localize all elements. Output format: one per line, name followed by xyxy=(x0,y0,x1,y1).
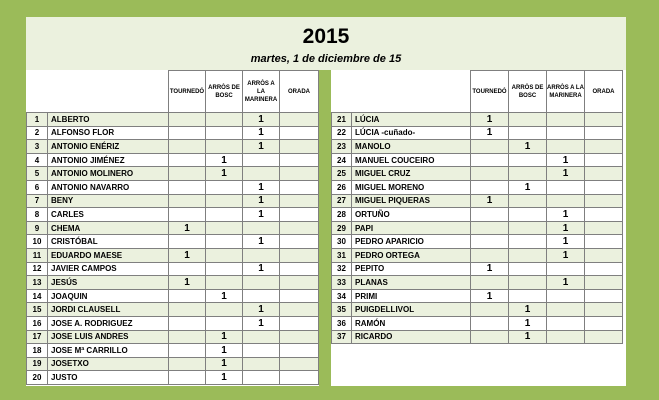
choice-cell xyxy=(509,126,547,140)
choice-cell: 1 xyxy=(243,140,280,154)
choice-cell: 1 xyxy=(243,208,280,222)
row-number: 9 xyxy=(27,221,48,235)
choice-cell xyxy=(585,194,623,208)
table-row xyxy=(332,262,623,276)
table-row xyxy=(332,167,623,181)
choice-cell xyxy=(585,140,623,154)
row-number: 20 xyxy=(27,371,48,385)
choice-cell xyxy=(169,140,206,154)
choice-cell xyxy=(169,180,206,194)
choice-cell xyxy=(471,316,509,330)
table-row xyxy=(27,357,319,371)
choice-cell xyxy=(243,248,280,262)
person-name: JAVIER CAMPOS xyxy=(48,262,169,276)
table-row xyxy=(27,371,319,385)
choice-cell xyxy=(206,235,243,249)
choice-cell xyxy=(243,371,280,385)
row-number: 35 xyxy=(332,303,352,317)
table-row xyxy=(27,180,319,194)
person-name: LÚCIA xyxy=(352,113,471,127)
table-row xyxy=(27,289,319,303)
choice-cell xyxy=(169,153,206,167)
choice-cell xyxy=(547,330,585,344)
row-number: 12 xyxy=(27,262,48,276)
choice-cell xyxy=(206,316,243,330)
row-number: 15 xyxy=(27,303,48,317)
choice-cell: 1 xyxy=(243,235,280,249)
table-row xyxy=(27,344,319,358)
blank-header-cell xyxy=(332,71,352,113)
choice-cell xyxy=(206,180,243,194)
choice-cell xyxy=(471,248,509,262)
choice-cell: 1 xyxy=(206,289,243,303)
person-name: JOSETXO xyxy=(48,357,169,371)
row-number: 23 xyxy=(332,140,352,154)
choice-cell xyxy=(471,303,509,317)
row-number: 2 xyxy=(27,126,48,140)
choice-cell xyxy=(169,167,206,181)
left-header-row xyxy=(27,71,319,113)
table-row xyxy=(332,194,623,208)
choice-cell xyxy=(243,153,280,167)
person-name: LÚCIA -cuñado- xyxy=(352,126,471,140)
row-number: 5 xyxy=(27,167,48,181)
choice-cell xyxy=(585,316,623,330)
table-row xyxy=(332,289,623,303)
choice-cell xyxy=(547,113,585,127)
row-number: 36 xyxy=(332,316,352,330)
choice-cell: 1 xyxy=(206,371,243,385)
row-number: 18 xyxy=(27,344,48,358)
person-name: ANTONIO JIMÉNEZ xyxy=(48,153,169,167)
choice-cell xyxy=(169,113,206,127)
person-name: RICARDO xyxy=(352,330,471,344)
table-row xyxy=(27,140,319,154)
person-name: ALBERTO xyxy=(48,113,169,127)
choice-cell xyxy=(280,140,319,154)
row-number: 21 xyxy=(332,113,352,127)
person-name: CHEMA xyxy=(48,221,169,235)
choice-cell xyxy=(206,248,243,262)
row-number: 26 xyxy=(332,180,352,194)
choice-cell: 1 xyxy=(243,194,280,208)
choice-cell xyxy=(169,330,206,344)
choice-cell xyxy=(471,140,509,154)
choice-cell xyxy=(585,248,623,262)
choice-cell xyxy=(206,126,243,140)
person-name: MANUEL COUCEIRO xyxy=(352,153,471,167)
right-table-panel xyxy=(331,70,626,386)
person-name: EDUARDO MAESE xyxy=(48,248,169,262)
row-number: 25 xyxy=(332,167,352,181)
table-row xyxy=(332,316,623,330)
person-name: ANTONIO MOLINERO xyxy=(48,167,169,181)
col-header-orada: ORADA xyxy=(585,71,623,113)
person-name: BENY xyxy=(48,194,169,208)
choice-cell: 1 xyxy=(547,221,585,235)
person-name: MIGUEL MORENO xyxy=(352,180,471,194)
choice-cell xyxy=(585,276,623,290)
choice-cell xyxy=(585,330,623,344)
row-number: 37 xyxy=(332,330,352,344)
left-table-panel xyxy=(26,70,319,386)
row-number: 6 xyxy=(27,180,48,194)
choice-cell xyxy=(509,248,547,262)
blank-header-cell xyxy=(27,71,48,113)
person-name: PUIGDELLIVOL xyxy=(352,303,471,317)
choice-cell: 1 xyxy=(471,289,509,303)
person-name: RAMÓN xyxy=(352,316,471,330)
table-row xyxy=(27,153,319,167)
choice-cell xyxy=(280,289,319,303)
row-number: 11 xyxy=(27,248,48,262)
table-row xyxy=(332,303,623,317)
choice-cell: 1 xyxy=(471,126,509,140)
choice-cell xyxy=(280,126,319,140)
row-number: 27 xyxy=(332,194,352,208)
choice-cell xyxy=(243,344,280,358)
person-name: MIGUEL CRUZ xyxy=(352,167,471,181)
row-number: 7 xyxy=(27,194,48,208)
col-header-tournedo: TOURNEDÓ xyxy=(169,71,206,113)
row-number: 17 xyxy=(27,330,48,344)
choice-cell: 1 xyxy=(243,303,280,317)
choice-cell xyxy=(243,167,280,181)
table-row xyxy=(27,113,319,127)
table-row xyxy=(332,221,623,235)
choice-cell xyxy=(280,262,319,276)
choice-cell xyxy=(471,235,509,249)
table-row xyxy=(27,330,319,344)
row-number: 30 xyxy=(332,235,352,249)
choice-cell xyxy=(471,276,509,290)
choice-cell xyxy=(547,194,585,208)
choice-cell: 1 xyxy=(547,235,585,249)
date-subtitle: martes, 1 de diciembre de 15 xyxy=(250,53,402,65)
row-number: 33 xyxy=(332,276,352,290)
choice-cell: 1 xyxy=(547,276,585,290)
row-number: 22 xyxy=(332,126,352,140)
person-name: PEDRO APARICIO xyxy=(352,235,471,249)
row-number: 14 xyxy=(27,289,48,303)
choice-cell xyxy=(509,113,547,127)
row-number: 1 xyxy=(27,113,48,127)
choice-cell xyxy=(280,113,319,127)
choice-cell: 1 xyxy=(509,140,547,154)
choice-cell xyxy=(206,276,243,290)
choice-cell: 1 xyxy=(547,248,585,262)
sheet-header xyxy=(26,17,626,70)
table-row xyxy=(27,262,319,276)
col-header-arros-marinera: ARRÒS A LA MARINERA xyxy=(243,71,280,113)
table-row xyxy=(27,303,319,317)
choice-cell xyxy=(585,167,623,181)
choice-cell xyxy=(280,344,319,358)
row-number: 28 xyxy=(332,208,352,222)
person-name: JUSTO xyxy=(48,371,169,385)
choice-cell xyxy=(280,248,319,262)
person-name: JORDI CLAUSELL xyxy=(48,303,169,317)
row-number: 13 xyxy=(27,276,48,290)
person-name: ANTONIO NAVARRO xyxy=(48,180,169,194)
choice-cell xyxy=(585,262,623,276)
choice-cell: 1 xyxy=(547,208,585,222)
col-header-arros-marinera: ARRÒS A LA MARINERA xyxy=(547,71,585,113)
choice-cell xyxy=(585,235,623,249)
choice-cell xyxy=(585,126,623,140)
table-row xyxy=(27,167,319,181)
choice-cell: 1 xyxy=(169,221,206,235)
col-header-arros-bosc: ARRÒS DE BOSC xyxy=(206,71,243,113)
table-row xyxy=(27,194,319,208)
choice-cell xyxy=(280,208,319,222)
table-row xyxy=(332,208,623,222)
choice-cell: 1 xyxy=(471,194,509,208)
year-title: 2015 xyxy=(302,25,350,48)
right-table-body xyxy=(332,113,623,344)
row-number: 10 xyxy=(27,235,48,249)
choice-cell: 1 xyxy=(509,303,547,317)
choice-cell xyxy=(206,221,243,235)
choice-cell xyxy=(169,262,206,276)
choice-cell: 1 xyxy=(243,126,280,140)
choice-cell xyxy=(169,344,206,358)
choice-cell xyxy=(280,167,319,181)
choice-cell xyxy=(471,221,509,235)
choice-cell xyxy=(585,221,623,235)
person-name: ANTONIO ENÉRIZ xyxy=(48,140,169,154)
row-number: 16 xyxy=(27,316,48,330)
choice-cell xyxy=(280,276,319,290)
table-row xyxy=(332,153,623,167)
table-row xyxy=(332,248,623,262)
choice-cell xyxy=(585,180,623,194)
person-name: PLANAS xyxy=(352,276,471,290)
person-name: ALFONSO FLOR xyxy=(48,126,169,140)
choice-cell xyxy=(206,113,243,127)
person-name: JOSE A. RODRIGUEZ xyxy=(48,316,169,330)
choice-cell xyxy=(169,289,206,303)
choice-cell xyxy=(547,303,585,317)
person-name: CRISTÓBAL xyxy=(48,235,169,249)
choice-cell xyxy=(280,303,319,317)
choice-cell: 1 xyxy=(206,357,243,371)
col-header-tournedo: TOURNEDÓ xyxy=(471,71,509,113)
choice-cell: 1 xyxy=(243,316,280,330)
col-header-arros-bosc: ARRÒS DE BOSC xyxy=(509,71,547,113)
row-number: 19 xyxy=(27,357,48,371)
choice-cell xyxy=(585,113,623,127)
choice-cell: 1 xyxy=(243,180,280,194)
choice-cell xyxy=(169,194,206,208)
person-name: PRIMI xyxy=(352,289,471,303)
choice-cell xyxy=(585,303,623,317)
choice-cell xyxy=(585,153,623,167)
choice-cell: 1 xyxy=(169,276,206,290)
choice-cell: 1 xyxy=(509,330,547,344)
choice-cell xyxy=(280,194,319,208)
table-row xyxy=(332,113,623,127)
right-table xyxy=(331,70,623,344)
choice-cell xyxy=(585,289,623,303)
choice-cell: 1 xyxy=(509,316,547,330)
choice-cell xyxy=(280,357,319,371)
choice-cell xyxy=(585,208,623,222)
choice-cell xyxy=(169,126,206,140)
choice-cell: 1 xyxy=(206,153,243,167)
person-name: CARLES xyxy=(48,208,169,222)
choice-cell xyxy=(547,126,585,140)
person-name: JOAQUIN xyxy=(48,289,169,303)
choice-cell xyxy=(547,180,585,194)
choice-cell: 1 xyxy=(509,180,547,194)
row-number: 3 xyxy=(27,140,48,154)
choice-cell xyxy=(509,194,547,208)
choice-cell: 1 xyxy=(206,167,243,181)
table-row xyxy=(27,235,319,249)
choice-cell xyxy=(169,316,206,330)
choice-cell: 1 xyxy=(547,153,585,167)
choice-cell xyxy=(509,235,547,249)
choice-cell xyxy=(280,221,319,235)
left-table xyxy=(26,70,319,385)
choice-cell xyxy=(471,208,509,222)
choice-cell xyxy=(547,316,585,330)
choice-cell xyxy=(169,357,206,371)
choice-cell: 1 xyxy=(471,113,509,127)
choice-cell: 1 xyxy=(206,344,243,358)
choice-cell xyxy=(169,371,206,385)
choice-cell xyxy=(509,167,547,181)
choice-cell xyxy=(206,303,243,317)
blank-header-cell xyxy=(48,71,169,113)
choice-cell xyxy=(243,357,280,371)
choice-cell xyxy=(280,153,319,167)
choice-cell: 1 xyxy=(169,248,206,262)
choice-cell xyxy=(243,289,280,303)
choice-cell xyxy=(509,153,547,167)
choice-cell xyxy=(206,194,243,208)
blank-header-cell xyxy=(352,71,471,113)
col-header-orada: ORADA xyxy=(280,71,319,113)
choice-cell xyxy=(547,289,585,303)
choice-cell xyxy=(280,180,319,194)
choice-cell xyxy=(509,221,547,235)
choice-cell: 1 xyxy=(206,330,243,344)
table-row xyxy=(27,276,319,290)
choice-cell: 1 xyxy=(471,262,509,276)
table-row xyxy=(332,235,623,249)
right-header-row xyxy=(332,71,623,113)
choice-cell xyxy=(206,208,243,222)
choice-cell xyxy=(169,208,206,222)
choice-cell xyxy=(509,289,547,303)
choice-cell: 1 xyxy=(547,167,585,181)
person-name: JESÚS xyxy=(48,276,169,290)
person-name: PEDRO ORTEGA xyxy=(352,248,471,262)
row-number: 24 xyxy=(332,153,352,167)
table-row xyxy=(27,126,319,140)
person-name: ORTUÑO xyxy=(352,208,471,222)
choice-cell xyxy=(243,276,280,290)
table-row xyxy=(332,276,623,290)
choice-cell xyxy=(471,167,509,181)
choice-cell xyxy=(509,276,547,290)
row-number: 34 xyxy=(332,289,352,303)
table-row xyxy=(332,330,623,344)
table-row xyxy=(27,208,319,222)
choice-cell xyxy=(280,330,319,344)
choice-cell xyxy=(280,371,319,385)
choice-cell xyxy=(280,235,319,249)
row-number: 8 xyxy=(27,208,48,222)
choice-cell xyxy=(206,140,243,154)
choice-cell xyxy=(509,262,547,276)
choice-cell xyxy=(547,262,585,276)
person-name: PEPITO xyxy=(352,262,471,276)
table-row xyxy=(27,221,319,235)
row-number: 4 xyxy=(27,153,48,167)
choice-cell xyxy=(243,330,280,344)
choice-cell xyxy=(509,208,547,222)
table-row xyxy=(27,316,319,330)
table-row xyxy=(332,140,623,154)
row-number: 29 xyxy=(332,221,352,235)
table-row xyxy=(332,126,623,140)
choice-cell xyxy=(169,303,206,317)
choice-cell xyxy=(471,330,509,344)
choice-cell xyxy=(169,235,206,249)
table-row xyxy=(27,248,319,262)
choice-cell xyxy=(280,316,319,330)
table-row xyxy=(332,180,623,194)
choice-cell: 1 xyxy=(243,262,280,276)
choice-cell xyxy=(243,221,280,235)
row-number: 31 xyxy=(332,248,352,262)
choice-cell xyxy=(471,153,509,167)
person-name: MIGUEL PIQUERAS xyxy=(352,194,471,208)
row-number: 32 xyxy=(332,262,352,276)
choice-cell: 1 xyxy=(243,113,280,127)
choice-cell xyxy=(471,180,509,194)
choice-cell xyxy=(547,140,585,154)
person-name: MANOLO xyxy=(352,140,471,154)
person-name: PAPI xyxy=(352,221,471,235)
choice-cell xyxy=(206,262,243,276)
person-name: JOSE Mª CARRILLO xyxy=(48,344,169,358)
person-name: JOSE LUIS ANDRES xyxy=(48,330,169,344)
left-table-body xyxy=(27,113,319,385)
